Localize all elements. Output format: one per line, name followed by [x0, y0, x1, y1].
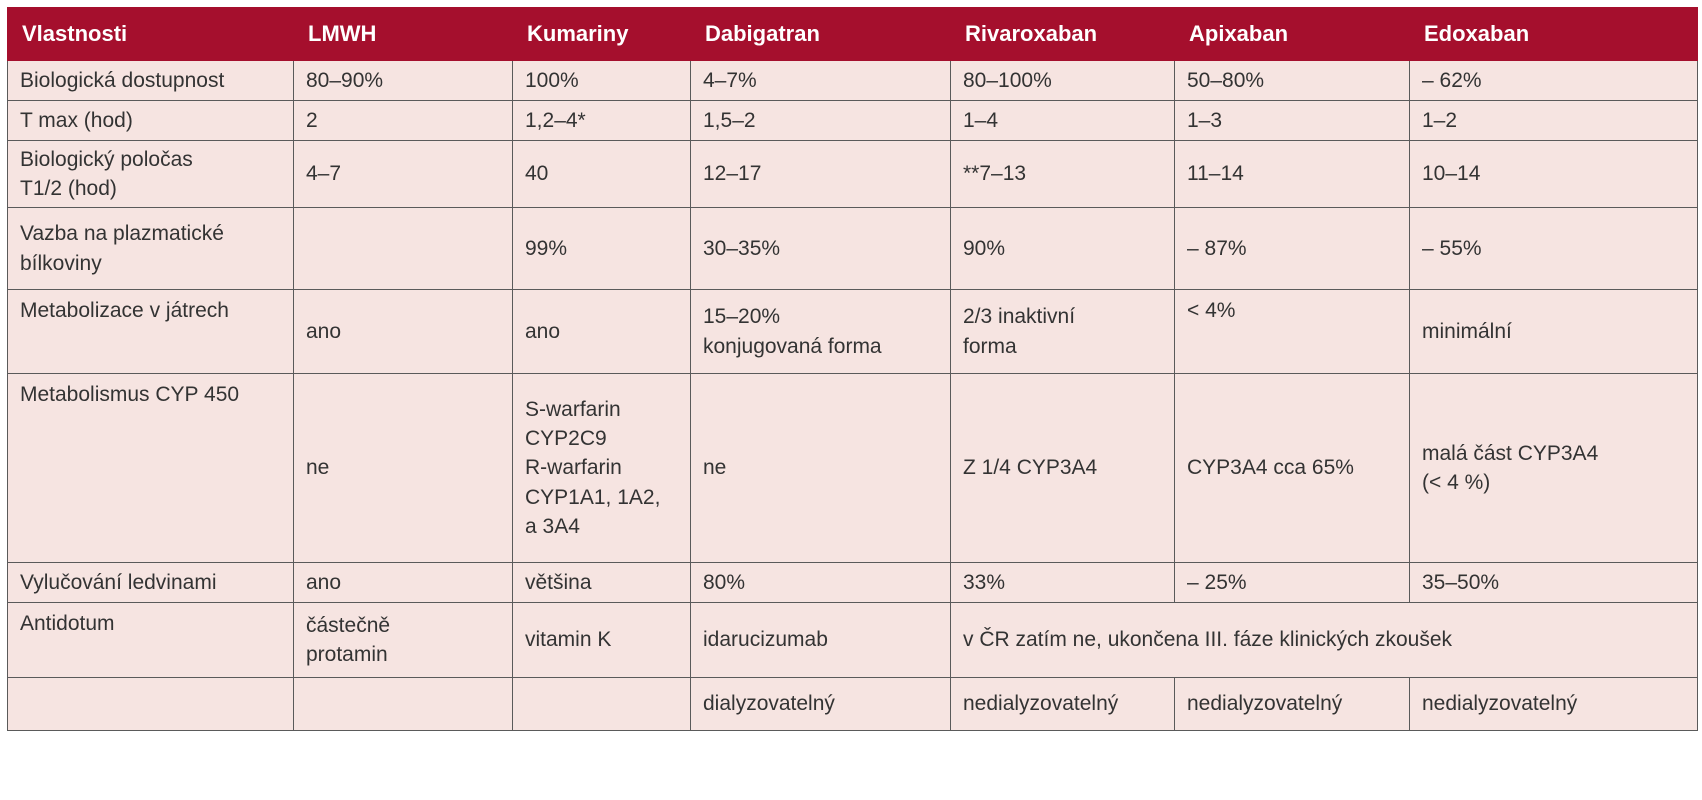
header-cell-rivaroxaban: Rivaroxaban — [951, 8, 1175, 61]
table-cell: 4–7 — [294, 141, 513, 208]
table-cell: – 87% — [1175, 208, 1410, 290]
table-row — [8, 374, 1698, 563]
table-cell: S-warfarin CYP2C9 R-warfarin CYP1A1, 1A2, a 3A4 — [513, 374, 691, 563]
table-cell: 1–3 — [1175, 101, 1410, 141]
row-label: Antidotum — [8, 603, 294, 678]
table-cell: idarucizumab — [691, 603, 951, 678]
table-cell: 100% — [513, 61, 691, 101]
table-cell: nedialyzovatelný — [1175, 678, 1410, 731]
comparison-table — [7, 7, 1698, 731]
table-cell: nedialyzovatelný — [951, 678, 1175, 731]
row-label: Biologický poločas T1/2 (hod) — [8, 141, 294, 208]
header-cell-dabigatran: Dabigatran — [691, 8, 951, 61]
table-cell: Z 1/4 CYP3A4 — [951, 374, 1175, 563]
header-cell-properties: Vlastnosti — [8, 8, 294, 61]
table-row — [8, 61, 1698, 101]
row-label — [8, 678, 294, 731]
header-cell-edoxaban: Edoxaban — [1410, 8, 1698, 61]
table-cell: 2/3 inaktivní forma — [951, 290, 1175, 374]
table-row — [8, 678, 1698, 731]
table-cell: 80–100% — [951, 61, 1175, 101]
table-cell — [294, 678, 513, 731]
table-cell: dialyzovatelný — [691, 678, 951, 731]
table-cell: 15–20% konjugovaná forma — [691, 290, 951, 374]
table-cell: ano — [513, 290, 691, 374]
header-cell-kumariny: Kumariny — [513, 8, 691, 61]
table-row — [8, 603, 1698, 678]
table-cell: 11–14 — [1175, 141, 1410, 208]
table-cell: 1–4 — [951, 101, 1175, 141]
table-cell: 1,5–2 — [691, 101, 951, 141]
row-label: Metabolismus CYP 450 — [8, 374, 294, 563]
table-cell: malá část CYP3A4 (< 4 %) — [1410, 374, 1698, 563]
table-cell: 1–2 — [1410, 101, 1698, 141]
table-cell: 10–14 — [1410, 141, 1698, 208]
table-cell: < 4% — [1175, 290, 1410, 374]
table-cell: 80–90% — [294, 61, 513, 101]
table-row — [8, 101, 1698, 141]
row-label: Metabolizace v játrech — [8, 290, 294, 374]
table-cell: 35–50% — [1410, 563, 1698, 603]
row-label: Vylučování ledvinami — [8, 563, 294, 603]
table-cell: nedialyzovatelný — [1410, 678, 1698, 731]
table-cell — [294, 208, 513, 290]
table-cell: 33% — [951, 563, 1175, 603]
header-cell-apixaban: Apixaban — [1175, 8, 1410, 61]
table-cell: – 55% — [1410, 208, 1698, 290]
table-cell: – 25% — [1175, 563, 1410, 603]
table-cell: 90% — [951, 208, 1175, 290]
table-cell: 12–17 — [691, 141, 951, 208]
table-cell: 30–35% — [691, 208, 951, 290]
table-cell: ne — [691, 374, 951, 563]
table-cell: většina — [513, 563, 691, 603]
table-cell: 80% — [691, 563, 951, 603]
table-cell: 50–80% — [1175, 61, 1410, 101]
header-cell-lmwh: LMWH — [294, 8, 513, 61]
table-cell: částečně protamin — [294, 603, 513, 678]
table-cell: **7–13 — [951, 141, 1175, 208]
table-cell: vitamin K — [513, 603, 691, 678]
table-cell: ano — [294, 290, 513, 374]
row-label: Vazba na plazmatické bílkoviny — [8, 208, 294, 290]
table-cell: CYP3A4 cca 65% — [1175, 374, 1410, 563]
table-row — [8, 290, 1698, 374]
row-label: T max (hod) — [8, 101, 294, 141]
header-row — [8, 8, 1698, 61]
table-row — [8, 208, 1698, 290]
table-cell: ano — [294, 563, 513, 603]
table-cell: minimální — [1410, 290, 1698, 374]
table-cell: – 62% — [1410, 61, 1698, 101]
row-label: Biologická dostupnost — [8, 61, 294, 101]
table-cell: 4–7% — [691, 61, 951, 101]
anticoagulant-comparison-table — [7, 7, 1697, 731]
table-cell: 40 — [513, 141, 691, 208]
table-cell — [513, 678, 691, 731]
table-cell: 1,2–4* — [513, 101, 691, 141]
table-cell: ne — [294, 374, 513, 563]
table-cell: 99% — [513, 208, 691, 290]
table-row — [8, 563, 1698, 603]
table-cell: 2 — [294, 101, 513, 141]
table-row — [8, 141, 1698, 208]
table-cell-merged: v ČR zatím ne, ukončena III. fáze klinických zkoušek — [951, 603, 1698, 678]
